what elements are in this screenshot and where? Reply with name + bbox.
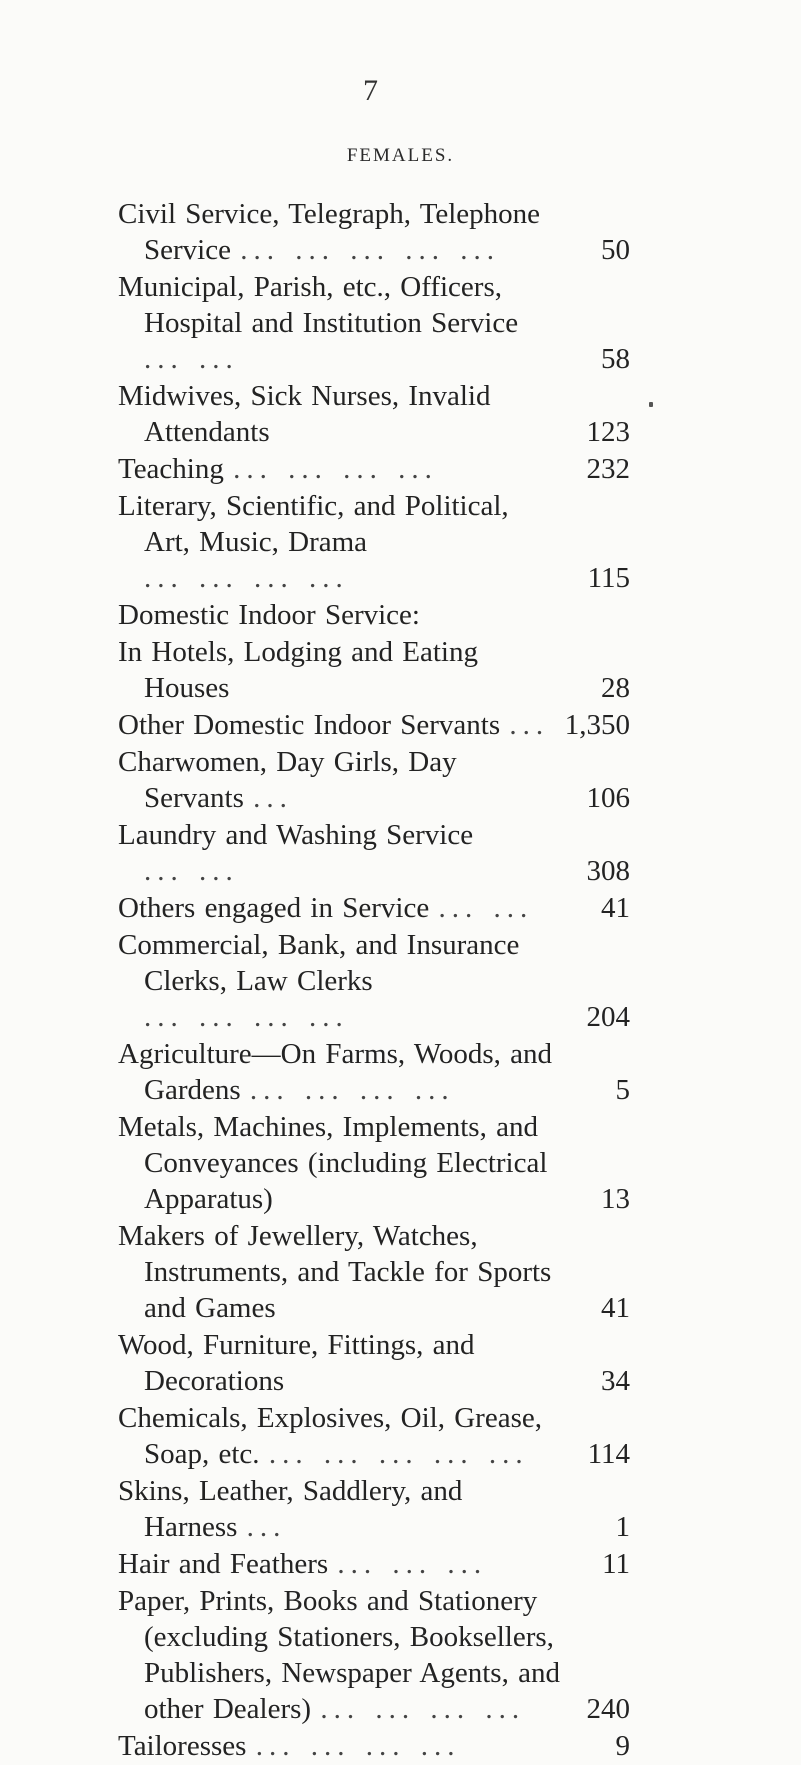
list-item bbox=[118, 488, 630, 596]
list-item bbox=[118, 451, 630, 487]
entry-label: Commercial, Bank, and Insurance Clerks, Law Clerks bbox=[118, 929, 520, 997]
entry-label: Domestic Indoor Service: bbox=[118, 599, 420, 631]
dot-leader: ... ... ... ... ... bbox=[268, 1438, 529, 1470]
list-item bbox=[118, 890, 630, 926]
entry-value: 13 bbox=[601, 1183, 630, 1215]
entry-label: Wood, Furniture, Fittings, and Decorations bbox=[118, 1329, 475, 1397]
list-item bbox=[118, 1327, 630, 1399]
dot-leader: ... bbox=[509, 709, 550, 741]
list-item bbox=[118, 744, 630, 816]
list-item bbox=[118, 707, 630, 743]
entry-label: Makers of Jewellery, Watches, Instruments, and Tackle for Sports and Games bbox=[118, 1220, 552, 1324]
list-item bbox=[118, 817, 630, 889]
entry-value: 106 bbox=[586, 782, 630, 814]
entry-value: 9 bbox=[615, 1730, 630, 1762]
entry-label: Teaching bbox=[118, 453, 224, 485]
list-item bbox=[118, 1109, 630, 1217]
entry-label: Hair and Feathers bbox=[118, 1548, 329, 1580]
entry-value: 115 bbox=[587, 562, 630, 594]
entry-label: Metals, Machines, Implements, and Conveyances (including Electrical Apparatus) bbox=[118, 1111, 548, 1215]
section-heading: FEMALES. bbox=[346, 145, 455, 166]
list-subheading bbox=[118, 597, 630, 633]
entry-label: Charwomen, Day Girls, Day Servants bbox=[118, 746, 457, 814]
entry-label: Civil Service, Telegraph, Telephone Service bbox=[118, 198, 541, 266]
dot-leader: ... ... bbox=[438, 892, 534, 924]
entry-label: Midwives, Sick Nurses, Invalid Attendants bbox=[118, 380, 491, 448]
dot-leader: ... ... bbox=[144, 855, 239, 887]
dot-leader: ... ... ... ... ... bbox=[240, 234, 500, 266]
entry-label: In Hotels, Lodging and Eating Houses bbox=[118, 636, 478, 704]
list-item bbox=[118, 378, 630, 450]
list-item bbox=[118, 634, 630, 706]
entry-label: Paper, Prints, Books and Stationery (excluding Stationers, Booksellers, Publishers, Newspaper Agents, and other Dealers) bbox=[118, 1585, 560, 1725]
entry-value: 1 bbox=[615, 1511, 630, 1543]
list-item bbox=[118, 1728, 630, 1764]
list-item bbox=[118, 1473, 630, 1545]
dot-leader: ... ... ... ... bbox=[320, 1693, 526, 1725]
dot-leader: ... bbox=[246, 1511, 287, 1543]
dot-leader: ... ... bbox=[144, 343, 239, 375]
entry-value: 41 bbox=[601, 892, 630, 924]
entry-value: 308 bbox=[586, 855, 630, 887]
entry-label: Skins, Leather, Saddlery, and Harness bbox=[118, 1475, 463, 1543]
entry-label: Others engaged in Service bbox=[118, 892, 430, 924]
page-number: 7 bbox=[363, 74, 378, 107]
entry-value: 11 bbox=[602, 1548, 630, 1580]
entry-value: 123 bbox=[586, 416, 630, 448]
entry-value: 240 bbox=[586, 1693, 630, 1725]
dot-leader: ... ... ... bbox=[337, 1548, 488, 1580]
list-item bbox=[118, 1546, 630, 1582]
entry-label: Literary, Scientific, and Political, Art, Music, Drama bbox=[118, 490, 509, 558]
entry-value: 58 bbox=[601, 343, 630, 375]
entry-label: Chemicals, Explosives, Oil, Grease, Soap, etc. bbox=[118, 1402, 542, 1470]
entry-label: Tailoresses bbox=[118, 1730, 247, 1762]
entry-value: 41 bbox=[601, 1292, 630, 1324]
entry-value: 50 bbox=[601, 234, 630, 266]
list-item bbox=[118, 196, 630, 268]
list-item bbox=[118, 1583, 630, 1727]
entry-value: 28 bbox=[601, 672, 630, 704]
entry-label: Other Domestic Indoor Servants bbox=[118, 709, 501, 741]
entry-value: 232 bbox=[586, 453, 630, 485]
list-item bbox=[118, 1218, 630, 1326]
entry-value: 5 bbox=[615, 1074, 630, 1106]
entry-value: 114 bbox=[587, 1438, 630, 1470]
entry-label: Laundry and Washing Service bbox=[118, 819, 474, 851]
entry-value: 204 bbox=[586, 1001, 630, 1033]
list-item bbox=[118, 269, 630, 377]
list-item bbox=[118, 1036, 630, 1108]
dot-leader: ... ... ... ... bbox=[249, 1074, 455, 1106]
entry-label: Municipal, Parish, etc., Officers, Hospital and Institution Service bbox=[118, 271, 519, 339]
entry-value: 1,350 bbox=[564, 709, 630, 741]
margin-mark bbox=[649, 402, 653, 407]
entry-value: 34 bbox=[601, 1365, 630, 1397]
dot-leader: ... bbox=[253, 782, 293, 814]
list-item bbox=[118, 1400, 630, 1472]
dot-leader: ... ... ... ... bbox=[255, 1730, 461, 1762]
dot-leader: ... ... ... ... bbox=[144, 1001, 349, 1033]
dot-leader: ... ... ... ... bbox=[144, 562, 349, 594]
occupation-list bbox=[118, 196, 630, 1765]
list-item bbox=[118, 927, 630, 1035]
entry-label: Agriculture—On Farms, Woods, and Gardens bbox=[118, 1038, 553, 1106]
dot-leader: ... ... ... ... bbox=[233, 453, 438, 485]
